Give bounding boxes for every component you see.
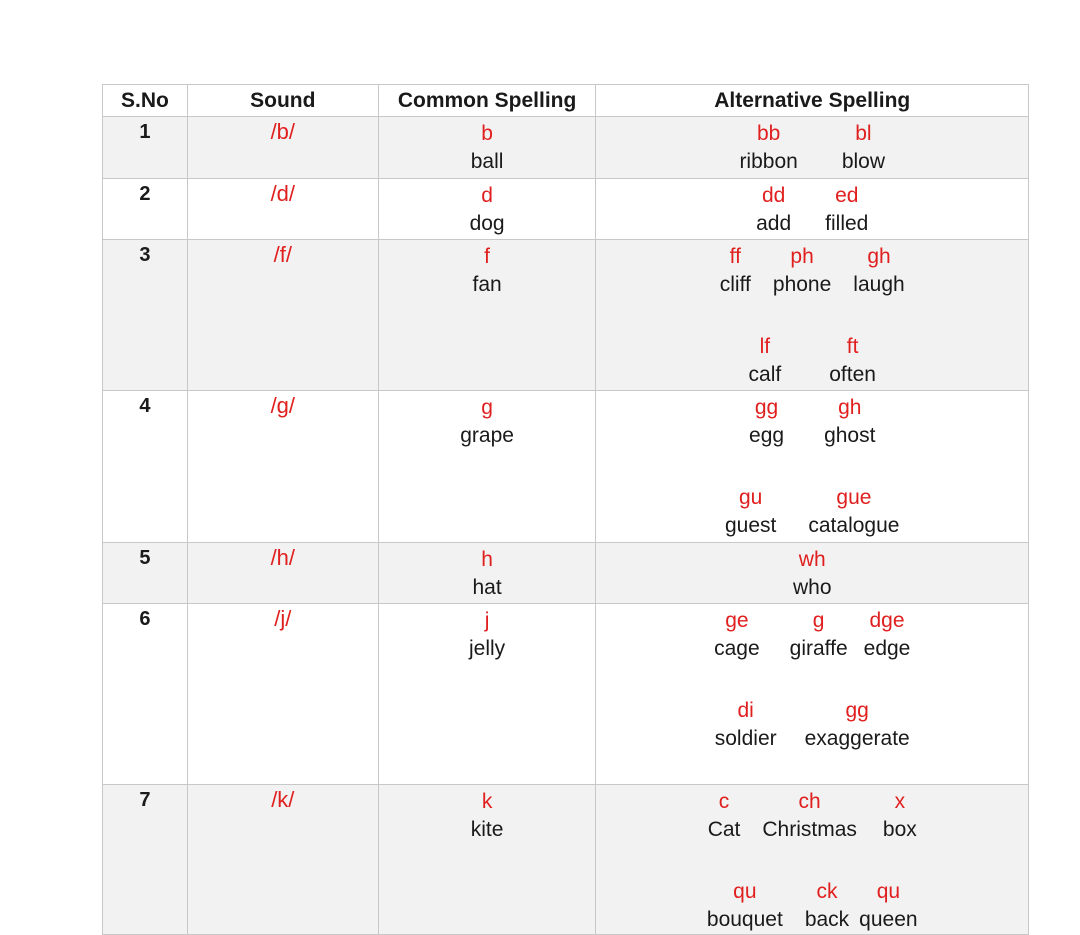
alternative-item bbox=[859, 878, 917, 935]
alternative-item bbox=[707, 878, 783, 935]
alternative-item bbox=[720, 243, 751, 300]
alternative-line bbox=[596, 546, 1028, 603]
alternative-item bbox=[725, 484, 776, 541]
alternative-item bbox=[864, 607, 911, 664]
alternative-example-word: catalogue bbox=[808, 514, 900, 537]
alternative-example-word: blow bbox=[841, 150, 886, 173]
header-alternative-spelling: Alternative Spelling bbox=[596, 85, 1029, 116]
alternative-spelling: ch bbox=[798, 790, 821, 813]
table-body bbox=[102, 117, 1029, 935]
common-example-word: fan bbox=[472, 273, 502, 296]
alternative-line bbox=[596, 788, 1028, 845]
alternative-spelling: gh bbox=[867, 245, 891, 268]
alternative-item bbox=[739, 120, 797, 177]
alternative-item bbox=[805, 697, 910, 754]
alternative-group bbox=[596, 788, 1028, 845]
alternative-spelling-cell bbox=[596, 117, 1029, 178]
alternative-spelling: qu bbox=[733, 880, 757, 903]
table-header-row bbox=[102, 85, 1029, 117]
common-example-word: ball bbox=[470, 150, 504, 173]
alternative-group bbox=[596, 607, 1028, 664]
alternative-spelling: ph bbox=[790, 245, 814, 268]
alternative-spelling: gu bbox=[739, 486, 763, 509]
alternative-item bbox=[790, 607, 848, 664]
alternative-group bbox=[596, 333, 1028, 390]
alternative-spelling: gh bbox=[838, 396, 862, 419]
header-common-spelling: Common Spelling bbox=[379, 85, 597, 116]
alternative-group bbox=[596, 697, 1028, 754]
alternative-example-word: who bbox=[792, 576, 832, 599]
alternative-spelling: gg bbox=[845, 699, 869, 722]
alternative-item bbox=[714, 607, 760, 664]
common-spelling: d bbox=[481, 184, 493, 207]
alternative-spelling: qu bbox=[876, 880, 901, 903]
common-spelling-cell bbox=[379, 543, 597, 603]
alternative-example-word: box bbox=[882, 818, 917, 841]
alternative-spelling: di bbox=[737, 699, 754, 722]
common-spelling: h bbox=[481, 548, 493, 571]
alternative-example-word: exaggerate bbox=[804, 727, 910, 750]
alternative-spelling: dge bbox=[869, 609, 905, 632]
sound-symbol: /h/ bbox=[188, 543, 379, 603]
alternative-item bbox=[749, 394, 784, 451]
alternative-example-word: giraffe bbox=[789, 637, 848, 660]
alternative-item bbox=[853, 243, 904, 300]
sound-symbol: /g/ bbox=[188, 391, 379, 542]
alternative-spelling: gg bbox=[754, 396, 779, 419]
alternative-spelling: lf bbox=[759, 335, 771, 358]
alternative-group bbox=[596, 394, 1028, 451]
table-row bbox=[102, 604, 1029, 785]
alternative-item bbox=[773, 243, 831, 300]
alternative-example-word: guest bbox=[725, 514, 777, 537]
alternative-item bbox=[808, 484, 899, 541]
alternative-group bbox=[596, 120, 1028, 177]
table-row bbox=[102, 179, 1029, 240]
sound-symbol: /d/ bbox=[188, 179, 379, 239]
row-number: 5 bbox=[103, 543, 188, 603]
row-number: 2 bbox=[103, 179, 188, 239]
alternative-spelling-cell bbox=[596, 785, 1029, 934]
common-spelling-cell bbox=[379, 179, 597, 239]
alternative-spelling: c bbox=[718, 790, 730, 813]
table-row bbox=[102, 543, 1029, 604]
alternative-line bbox=[596, 697, 1028, 754]
alternative-spelling-cell bbox=[596, 391, 1029, 542]
alternative-item bbox=[793, 546, 832, 603]
header-sound: Sound bbox=[188, 85, 379, 116]
common-spelling: j bbox=[484, 609, 490, 632]
common-spelling-cell bbox=[379, 117, 597, 178]
alternative-item bbox=[824, 394, 875, 451]
sound-symbol: /k/ bbox=[188, 785, 379, 934]
alternative-item bbox=[829, 333, 876, 390]
alternative-item bbox=[762, 788, 857, 845]
alternative-spelling: dd bbox=[761, 184, 786, 207]
alternative-example-word: Cat bbox=[707, 818, 741, 841]
alternative-item bbox=[883, 788, 917, 845]
alternative-example-word: Christmas bbox=[762, 818, 857, 841]
alternative-example-word: edge bbox=[863, 637, 911, 660]
alternative-spelling-cell bbox=[596, 604, 1029, 784]
alternative-line bbox=[596, 484, 1028, 541]
alternative-spelling-cell bbox=[596, 240, 1029, 390]
row-number: 7 bbox=[103, 785, 188, 934]
alternative-line bbox=[596, 878, 1028, 935]
alternative-item bbox=[749, 333, 782, 390]
alternative-spelling-cell bbox=[596, 179, 1029, 239]
alternative-example-word: soldier bbox=[714, 727, 777, 750]
header-sno: S.No bbox=[103, 85, 188, 116]
row-number: 4 bbox=[103, 391, 188, 542]
alternative-spelling: g bbox=[812, 609, 825, 632]
alternative-item bbox=[708, 788, 741, 845]
alternative-example-word: ghost bbox=[824, 424, 876, 447]
alternative-spelling: bl bbox=[855, 122, 872, 145]
alternative-example-word: cage bbox=[714, 637, 760, 660]
common-spelling-cell bbox=[379, 391, 597, 542]
alternative-group bbox=[596, 546, 1028, 603]
phonics-table bbox=[102, 84, 1029, 935]
table-row bbox=[102, 785, 1029, 935]
alternative-group bbox=[596, 878, 1028, 935]
common-example-word: grape bbox=[460, 424, 514, 447]
table-row bbox=[102, 240, 1029, 391]
alternative-example-word: queen bbox=[859, 908, 918, 931]
alternative-example-word: back bbox=[804, 908, 850, 931]
alternative-item bbox=[715, 697, 777, 754]
alternative-example-word: laugh bbox=[853, 273, 905, 296]
alternative-group bbox=[596, 484, 1028, 541]
alternative-example-word: ribbon bbox=[739, 150, 798, 173]
alternative-item bbox=[805, 878, 849, 935]
common-example-word: dog bbox=[469, 212, 505, 235]
alternative-line bbox=[596, 182, 1028, 239]
alternative-spelling: ck bbox=[816, 880, 838, 903]
alternative-example-word: phone bbox=[772, 273, 832, 296]
alternative-example-word: often bbox=[829, 363, 876, 386]
alternative-example-word: calf bbox=[748, 363, 782, 386]
row-number: 3 bbox=[103, 240, 188, 390]
alternative-spelling: x bbox=[894, 790, 906, 813]
alternative-spelling: ff bbox=[729, 245, 741, 268]
row-number: 1 bbox=[103, 117, 188, 178]
common-example-word: jelly bbox=[468, 637, 506, 660]
alternative-spelling: ft bbox=[846, 335, 859, 358]
common-spelling-cell bbox=[379, 604, 597, 784]
alternative-group bbox=[596, 182, 1028, 239]
sound-symbol: /f/ bbox=[188, 240, 379, 390]
common-spelling: f bbox=[484, 245, 490, 268]
row-number: 6 bbox=[103, 604, 188, 784]
alternative-example-word: add bbox=[756, 212, 792, 235]
common-spelling: b bbox=[481, 122, 493, 145]
alternative-item bbox=[756, 182, 791, 239]
alternative-spelling: bb bbox=[756, 122, 781, 145]
table-row bbox=[102, 391, 1029, 543]
alternative-example-word: egg bbox=[749, 424, 785, 447]
alternative-line bbox=[596, 333, 1028, 390]
common-spelling-cell bbox=[379, 785, 597, 934]
alternative-spelling: ge bbox=[725, 609, 749, 632]
alternative-line bbox=[596, 120, 1028, 177]
alternative-group bbox=[596, 243, 1028, 300]
alternative-spelling: gue bbox=[836, 486, 872, 509]
common-spelling: k bbox=[481, 790, 493, 813]
alternative-spelling-cell bbox=[596, 543, 1029, 603]
alternative-item bbox=[842, 120, 885, 177]
common-spelling-cell bbox=[379, 240, 597, 390]
alternative-line bbox=[596, 394, 1028, 451]
alternative-line bbox=[596, 243, 1028, 300]
table-row bbox=[102, 117, 1029, 179]
alternative-item bbox=[825, 182, 868, 239]
alternative-example-word: filled bbox=[825, 212, 869, 235]
common-example-word: kite bbox=[470, 818, 504, 841]
alternative-example-word: bouquet bbox=[706, 908, 783, 931]
common-example-word: hat bbox=[472, 576, 502, 599]
alternative-spelling: ed bbox=[835, 184, 859, 207]
sound-symbol: /b/ bbox=[188, 117, 379, 178]
alternative-line bbox=[596, 607, 1028, 664]
alternative-example-word: cliff bbox=[719, 273, 751, 296]
alternative-spelling: wh bbox=[798, 548, 826, 571]
sound-symbol: /j/ bbox=[188, 604, 379, 784]
common-spelling: g bbox=[481, 396, 493, 419]
